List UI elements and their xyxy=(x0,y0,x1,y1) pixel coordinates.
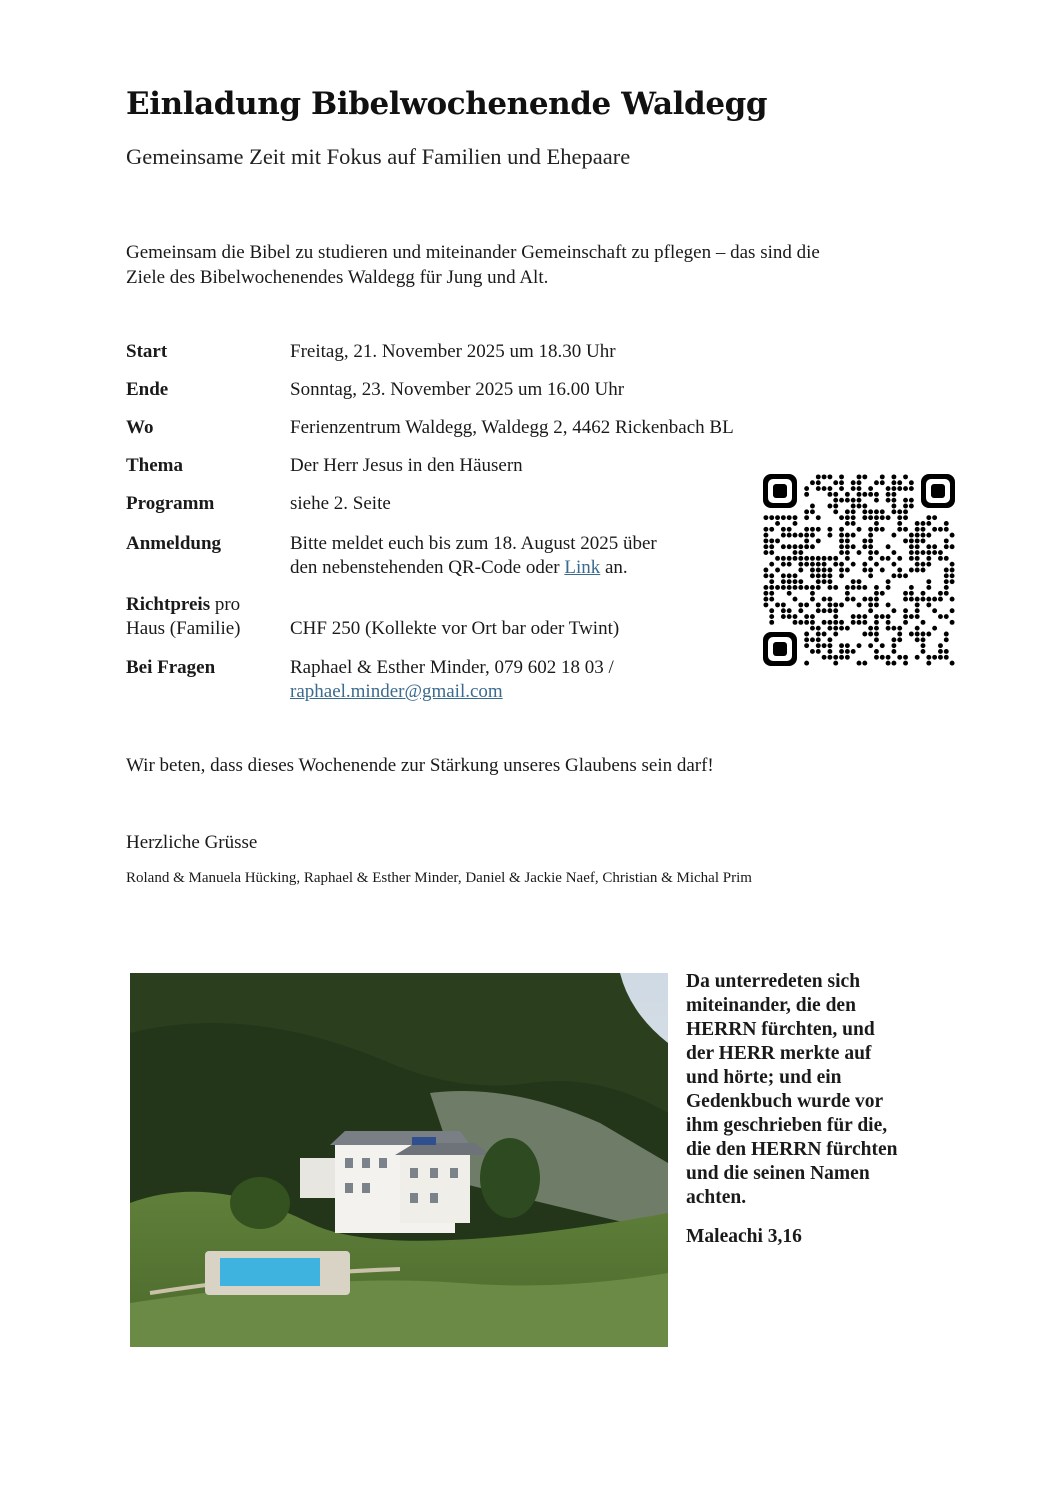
detail-value: Sonntag, 23. November 2025 um 16.00 Uhr xyxy=(290,379,625,400)
detail-value xyxy=(290,656,750,704)
intro-line: Ziele des Bibelwochenendes Waldegg für Jung und Alt. xyxy=(126,267,549,288)
verse-line: Gedenkbuch wurde vor xyxy=(686,1091,884,1112)
detail-value: siehe 2. Seite xyxy=(290,493,391,514)
prayer-text: Wir beten, dass dieses Wochenende zur Stärkung unseres Glaubens sein darf! xyxy=(126,755,714,776)
detail-label xyxy=(126,593,286,641)
verse-line: HERRN fürchten, und xyxy=(686,1019,875,1040)
registration-link[interactable]: Link xyxy=(564,557,601,578)
verse-line: achten. xyxy=(686,1187,747,1208)
anmeldung-text: den nebenstehenden QR-Code oder xyxy=(290,557,565,578)
detail-label: Ende xyxy=(126,379,169,400)
verse-line: die den HERRN fürchten xyxy=(686,1139,898,1160)
email-link[interactable]: raphael.minder@gmail.com xyxy=(290,681,503,702)
verse-line: ihm geschrieben für die, xyxy=(686,1115,888,1136)
richtpreis-label-line2: Haus (Familie) xyxy=(126,618,241,639)
detail-value: Der Herr Jesus in den Häusern xyxy=(290,455,523,476)
intro-paragraph xyxy=(126,240,946,290)
bible-verse xyxy=(686,970,946,1210)
greeting: Herzliche Grüsse xyxy=(126,832,258,853)
verse-line: und die seinen Namen xyxy=(686,1163,870,1184)
waldegg-photo xyxy=(130,973,668,1347)
verse-reference: Maleachi 3,16 xyxy=(686,1226,802,1247)
detail-label: Anmeldung xyxy=(126,533,222,554)
detail-value: Freitag, 21. November 2025 um 18.30 Uhr xyxy=(290,341,616,362)
intro-line: Gemeinsam die Bibel zu studieren und miteinander Gemeinschaft zu pflegen – das sind die xyxy=(126,242,820,263)
signers: Roland & Manuela Hücking, Raphael & Esther Minder, Daniel & Jackie Naef, Christian & Michal Prim xyxy=(126,870,752,886)
detail-label: Programm xyxy=(126,493,215,514)
qr-code-icon[interactable] xyxy=(763,474,955,666)
anmeldung-text: an. xyxy=(600,557,628,578)
detail-value xyxy=(290,532,750,580)
detail-label: Bei Fragen xyxy=(126,657,216,678)
detail-value: Ferienzentrum Waldegg, Waldegg 2, 4462 Rickenbach BL xyxy=(290,417,734,438)
page-title: Einladung Bibelwochenende Waldegg xyxy=(126,86,768,122)
detail-label: Thema xyxy=(126,455,183,476)
detail-label: Start xyxy=(126,341,168,362)
detail-value: CHF 250 (Kollekte vor Ort bar oder Twint) xyxy=(290,618,620,639)
detail-label: Wo xyxy=(126,417,154,438)
verse-line: der HERR merkte auf xyxy=(686,1043,872,1064)
richtpreis-label: Richtpreis xyxy=(126,594,211,615)
contact-line: Raphael & Esther Minder, 079 602 18 03 / xyxy=(290,657,614,678)
verse-line: und hörte; und ein xyxy=(686,1067,842,1088)
verse-line: miteinander, die den xyxy=(686,995,856,1016)
page-subtitle: Gemeinsame Zeit mit Fokus auf Familien und Ehepaare xyxy=(126,144,631,169)
verse-line: Da unterredeten sich xyxy=(686,971,861,992)
richtpreis-label-rest: pro xyxy=(210,594,241,615)
anmeldung-line: Bitte meldet euch bis zum 18. August 2025 über xyxy=(290,533,657,554)
